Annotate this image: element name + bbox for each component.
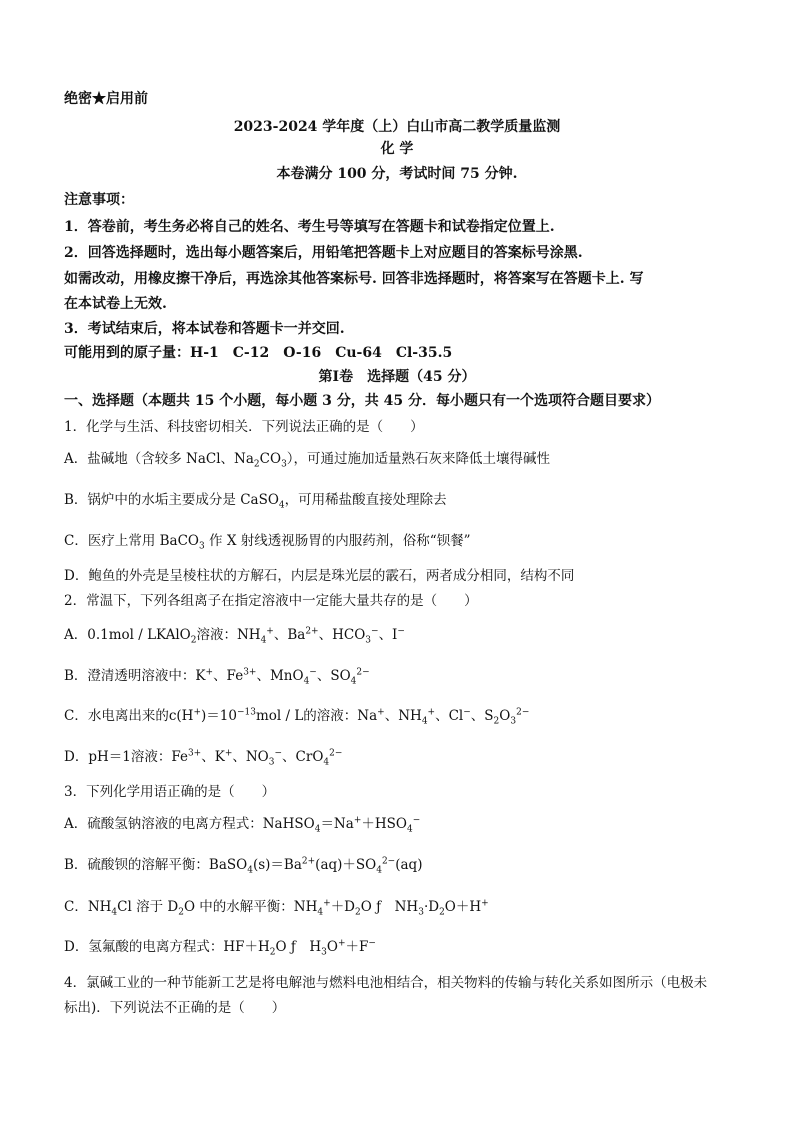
note-2-cont-2: 在本试卷上无效.: [64, 296, 167, 312]
q1-option-c: C．医疗上常用 BaCO$_3$ 作 X 射线透视肠胃的内服药剂，俗称“钡餐”: [64, 533, 471, 552]
q2-option-a: A．0.1mol / LKAlO$_2$溶液：$NH_4^+$、$Ba^{2+}$、$HCO_3^-$、I−: [64, 626, 405, 646]
q1-option-d: D．鲍鱼的外壳是呈棱柱状的方解石，内层是珠光层的霰石，两者成分相同，结构不同: [64, 568, 575, 584]
note-3: 3．考试结束后，将本试卷和答题卡一并交回.: [64, 321, 345, 337]
q4-stem: 4．氯碱工业的一种节能新工艺是将电解池与燃料电池相结合，相关物料的传输与转化关系如图所示（电极未: [64, 975, 708, 991]
q3-option-c: C．$NH_4Cl$ 溶于 $D_2O$ 中的水解平衡：$NH_4^++D_2O$ ƒ $NH_3\cdot D_2O+H^+$: [64, 898, 489, 918]
q2-stem: 2．常温下，下列各组离子在指定溶液中一定能大量共存的是（ ）: [64, 593, 478, 609]
volume-title: 第Ⅰ卷 选择题（45 分）: [318, 369, 476, 385]
note-1: 1．答卷前，考生务必将自己的姓名、考生号等填写在答题卡和试卷指定位置上.: [64, 219, 555, 235]
exam-meta: 本卷满分 100 分，考试时间 75 分钟.: [276, 166, 518, 182]
q2-option-c: C．水电离出来的$c(H^+)=10^{-13}mol / L$的溶液：Na+、$NH_4^+$、Cl−、$S_2O_3^{2-}$: [64, 707, 530, 727]
q2-option-b: B．澄清透明溶液中：K+、$Fe^{3+}$、MnO$_4$−、$SO_4^{2-}$: [64, 667, 370, 687]
q1-stem: 1．化学与生活、科技密切相关．下列说法正确的是（ ）: [64, 419, 424, 435]
q4-stem-cont: 标出)．下列说法不正确的是（ ）: [64, 1000, 286, 1016]
q3-stem: 3．下列化学用语正确的是（ ）: [64, 784, 276, 800]
exam-title: 2023-2024 学年度（上）白山市高二教学质量监测: [233, 119, 561, 135]
part-title: 一、选择题（本题共 15 个小题，每小题 3 分，共 45 分．每小题只有一个选项符合题目要求）: [64, 393, 660, 409]
q2-option-d: D．pH＝1溶液：$Fe^{3+}$、K+、$NO_3^-$、CrO$_4^{2-}$: [64, 748, 343, 768]
q1-option-a: A．盐碱地（含较多 NaCl、$Na_2CO_3$），可通过施加适量熟石灰来降低土壤得碱性: [64, 451, 551, 470]
q3-option-d: D．氢氟酸的电离方程式：$HF+H_2O$ ƒ $H_3O^++F^-$: [64, 938, 376, 958]
q3-option-b: B．硫酸钡的溶解平衡：$BaSO_4(s)=Ba^{2+}(aq)+SO_4^{2-}(aq)$: [64, 856, 423, 876]
secret-label: 绝密★启用前: [64, 91, 148, 107]
note-2-cont: 如需改动，用橡皮擦干净后，再选涂其他答案标号. 回答非选择题时，将答案写在答题卡上. 写: [64, 271, 644, 287]
q3-option-a: A．硫酸氢钠溶液的电离方程式：$NaHSO_4=Na^++HSO_4^-$: [64, 815, 421, 835]
notes-heading: 注意事项：: [64, 192, 134, 208]
q1-option-b: B．锅炉中的水垢主要成分是 CaSO$_4$，可用稀盐酸直接处理除去: [64, 492, 447, 511]
subject-title: 化 学: [380, 141, 414, 157]
note-2: 2．回答选择题时，选出每小题答案后，用铅笔把答题卡上对应题目的答案标号涂黑.: [64, 245, 583, 261]
atomic-masses: 可能用到的原子量：H-1 C-12 O-16 Cu-64 Cl-35.5: [64, 345, 453, 361]
